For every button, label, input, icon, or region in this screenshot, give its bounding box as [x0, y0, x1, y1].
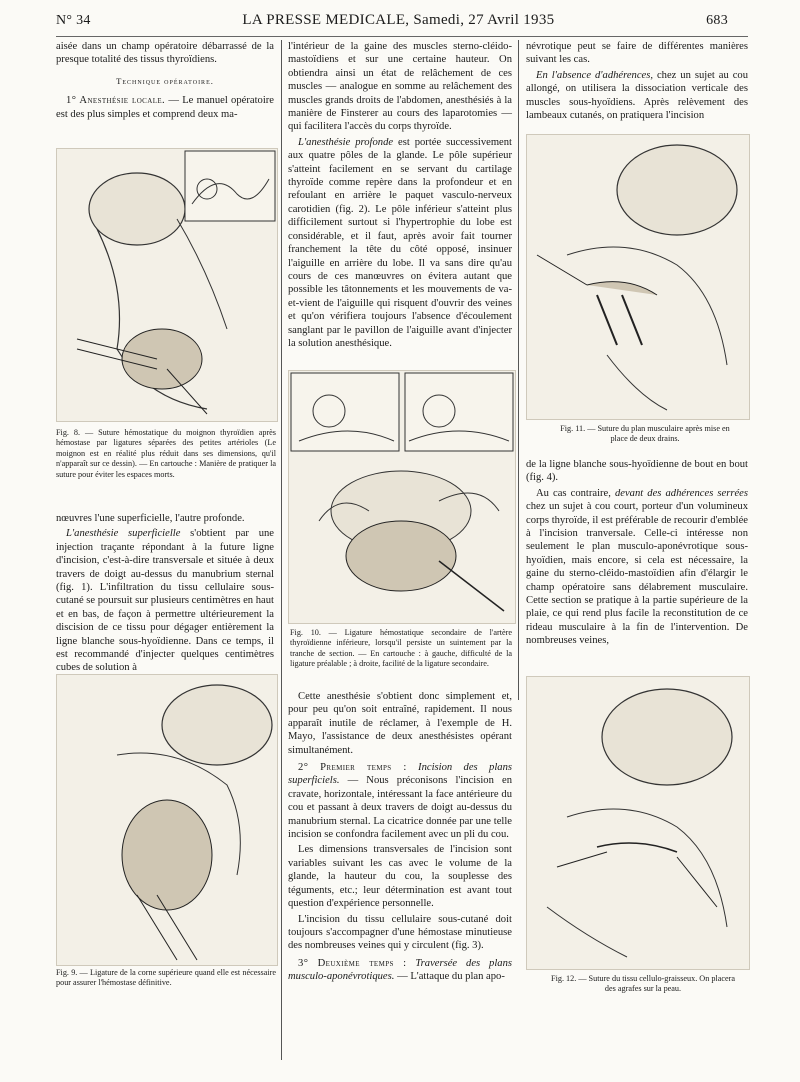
paragraph: 1° Anesthésie locale. — Le manuel opératoire est des plus simples et comprend deux ma- [56, 95, 274, 120]
issue-number: N° 34 [56, 13, 91, 28]
page-number: 683 [706, 13, 728, 28]
paragraph: En l'absence d'adhérences, chez un sujet au cou allongé, on utilisera la dissociation verticale des muscles sous-hyoïdiens. Après relèvement des lambeaux cutanés, on pratiquera l'incision [526, 69, 749, 122]
figure-10-caption: Fig. 10. — Ligature hémostatique secondaire de l'artère thyroïdienne inférieure, lorsqu'il persiste un suintement par la tranche de section. — En cartouche : à gauche, difficulté de la ligature préalable ; à droite, facilité de la ligature secondaire. [290, 628, 512, 669]
section-title: Technique opératoire. [116, 75, 214, 86]
paragraph: aisée dans un champ opératoire débarrassé de la presque totalité des tissus thyroïdiens. [56, 41, 274, 66]
page-header [56, 12, 728, 34]
column-2 [288, 40, 512, 352]
figure-12-caption: Fig. 12. — Suture du tissu cellulo-graisseux. On placera des agrafes sur la peau. [551, 974, 735, 994]
figure-12 [526, 676, 750, 970]
figure-11 [526, 134, 750, 420]
figure-9-caption: Fig. 9. — Ligature de la corne supérieure quand elle est nécessaire pour assurer l'hémostase définitive. [56, 968, 276, 988]
column-2-continued [288, 690, 512, 986]
surgical-illustration-fig10 [289, 371, 515, 623]
figure-9 [56, 674, 278, 966]
surgical-illustration-fig11 [527, 135, 749, 419]
column-divider [518, 40, 519, 700]
header-rule [56, 36, 748, 37]
paragraph: l'intérieur de la gaine des muscles sterno-cléido-mastoïdiens et sur une certaine hauteur. On obtiendra ainsi un état de relâchement de ces muscles — analogue en somme au relâchement des muscles grands droits de l'abdomen, anesthésiés à la manière de Finsterer au cours des laparotomies — qui facilitera l'accès du corps thyroïde. [288, 41, 512, 133]
column-1 [56, 40, 274, 123]
column-3-continued [526, 458, 748, 650]
paragraph: L'incision du tissu cellulaire sous-cutané doit toujours s'accompagner d'une hémostase minutieuse des nombreuses veines qui y circulent (fig. 3). [288, 913, 512, 952]
paragraph: Les dimensions transversales de l'incision sont variables suivant les cas avec le volume de la glande, la hauteur du cou, la souplesse des téguments, etc.; leur détermination est avant tout question d'expérience personnelle. [288, 844, 512, 910]
paragraph: 2° Premier temps : Incision des plans superficiels. — Nous préconisons l'incision en cravate, horizontale, intéressant la face antérieure du cou et passant à deux travers de doigt au-dessus du manubrium sternal. La cicatrice donnée par une telle incision se confondra facilement avec un pli du cou. [288, 762, 512, 841]
paragraph: de la ligne blanche sous-hyoïdienne de bout en bout (fig. 4). [526, 459, 748, 484]
paragraph: Au cas contraire, devant des adhérences serrées chez un sujet à cou court, porteur d'un volumineux corps thyroïde, il est préférable de recourir d'emblée à l'incision tranversale. Celle-ci intéresse non seulement le plan musculo-aponévrotique sous-hyoïdien, mais encore, si cela est nécessaire, la gaine du sterno-cléido-mastoïdien afin d'élargir le champ opératoire sans délabrement musculaire. Cette section se pratique à la partie supérieure de la plaie, ce qui rend plus facile la reconstitution de ce rideau musculaire à la fin de l'intervention. De nombreuses veines, [526, 487, 748, 647]
figure-8-caption: Fig. 8. — Suture hémostatique du moignon thyroïdien après hémostase par ligatures séparées des petites artérioles (Le moignon est en réalité plus réduit dans ses dimensions, qu'il n'apparaît sur ce dessin). — En cartouche : Manière de pratiquer la suture pour éviter les espaces morts. [56, 428, 276, 479]
surgical-illustration-fig12 [527, 677, 749, 969]
paragraph: Cette anesthésie s'obtient donc simplement et, pour peu qu'on soit entraîné, rapidement. Il nous apparaît inutile de réclamer, à l'exemple de H. Mayo, l'assistance de deux anesthésistes opérant simultanément. [288, 691, 512, 756]
column-1-continued [56, 512, 274, 677]
figure-11-caption: Fig. 11. — Suture du plan musculaire après mise en place de deux drains. [560, 424, 730, 444]
paragraph: L'anesthésie superficielle s'obtient par une injection traçante répondant à la future ligne d'incision, c'est-à-dire transversale et située à deux travers de doigt au-dessus du manubrium sternal (fig. 1). L'infiltration du tissu cellulaire sous-cutané se poursuit sur plusieurs centimètres en haut et en bas, de façon à permettre ultérieurement la discision de ce tissu pour dégager entièrement la ligne blanche sous-hyoïdienne. Dans ce temps, il est recommandé d'injecter quelques centimètres cubes de solution à [56, 528, 274, 674]
column-divider [281, 40, 282, 1060]
column-3 [526, 40, 748, 124]
paragraph: névrotique peut se faire de différentes manières suivant les cas. [526, 41, 748, 66]
paragraph: nœuvres l'une superficielle, l'autre profonde. [56, 513, 245, 524]
figure-10 [288, 370, 516, 624]
figure-8 [56, 148, 278, 422]
surgical-illustration-fig8 [57, 149, 277, 421]
journal-title: LA PRESSE MEDICALE, Samedi, 27 Avril 1935 [242, 12, 555, 28]
surgical-illustration-fig9 [57, 675, 277, 965]
paragraph: L'anesthésie profonde est portée successivement aux quatre pôles de la glande. Le pôle supérieur s'atteint facilement en se servant du cartilage thyroïde comme repère dans la profondeur et en refoulant en arrière le paquet vasculo-nerveux carotidien (fig. 2). Le pôle inférieur s'atteint plus difficilement surtout si l'hypertrophie du lobe est considérable, et il faut, après avoir fait tourner franchement la tête du côté opposé, insinuer l'aiguille en arrière du lobe. Il va sans dire qu'au cours de ces manœuvres on évitera autant que possible les tâtonnements et les mouvements de va-et-vient de l'aiguille qui risquent d'ouvrir des veines et qu'on vérifiera toujours l'absence d'écoulement sanglant par le pavillon de l'aiguille avant d'injecter la solution anesthésique. [288, 136, 512, 349]
paragraph: 3° Deuxième temps : Traversée des plans musculo-aponévrotiques. — L'attaque du plan apo- [288, 957, 512, 983]
